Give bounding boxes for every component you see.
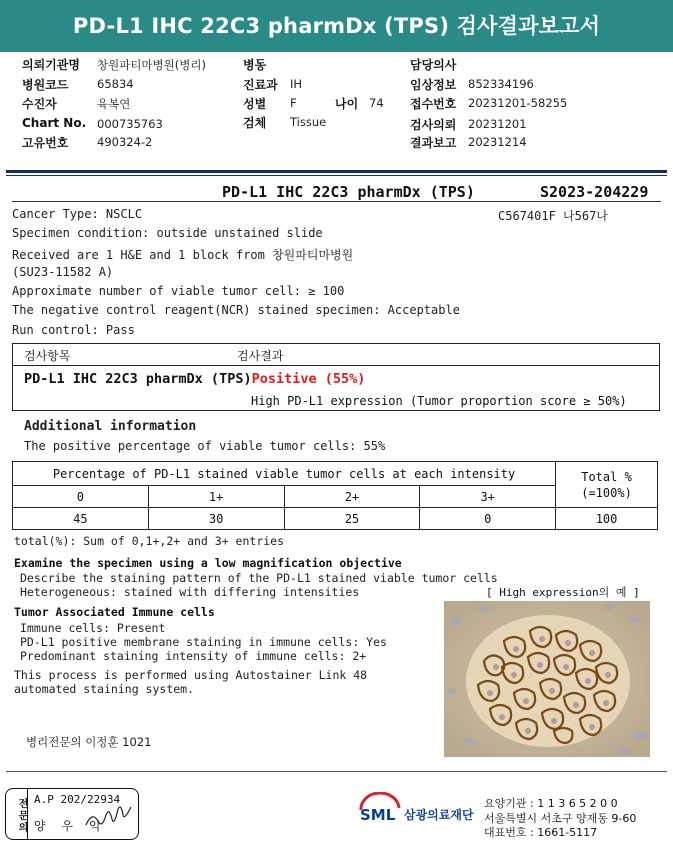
ihc-slide-image [444, 601, 650, 757]
report-test-title: PD-L1 IHC 22C3 pharmDx (TPS) [222, 183, 475, 201]
intensity-level-3: 3+ [420, 486, 556, 508]
intensity-value-3: 0 [420, 508, 556, 530]
intensity-table-header: Percentage of PD-L1 stained viable tumor cells at each intensity [13, 462, 556, 486]
total-header-line2: (=100%) [581, 485, 632, 500]
sml-logo-icon [357, 792, 403, 830]
signature-scribble-icon [84, 803, 134, 833]
organization-name: 삼광의료재단 [404, 808, 474, 822]
sex-label: 성별 [243, 97, 267, 111]
header-divider-thick [6, 170, 667, 173]
sml-logo-text: SML [360, 806, 396, 824]
additional-info-text: The positive percentage of viable tumor cells: 55% [24, 439, 386, 453]
sex-value: F [290, 96, 297, 110]
test-result-header: 검사결과 [237, 349, 284, 363]
organization-code: 요양기관 : 1 1 3 6 5 2 0 0 [484, 797, 618, 810]
low-mag-heading: Examine the specimen using a low magnification objective [14, 556, 402, 570]
clinical-info-label: 임상정보 [410, 78, 457, 92]
table-footnote: total(%): Sum of 0,1+,2+ and 3+ entries [14, 534, 285, 548]
report-title-bar [0, 0, 673, 52]
intensity-value-1: 30 [148, 508, 284, 530]
code-reference: C567401F 나567나 [498, 209, 608, 223]
sml-logo [357, 792, 403, 833]
signature-label: 전문의 [6, 789, 28, 839]
organization-phone: 대표번호 : 1661-5117 [484, 826, 598, 839]
result-positive-value: Positive (55%) [251, 371, 366, 387]
intensity-level-2: 2+ [284, 486, 420, 508]
request-date-label: 검사의뢰 [410, 118, 457, 132]
immune-line1: Immune cells: Present [20, 621, 166, 635]
patient-label: 수진자 [22, 97, 57, 111]
request-date-value: 20231201 [468, 117, 527, 131]
immune-line3: Predominant staining intensity of immune cells: 2+ [20, 649, 367, 663]
immune-heading: Tumor Associated Immune cells [14, 605, 215, 619]
cancer-type: Cancer Type: NSCLC [12, 207, 143, 221]
page-title: PD-L1 IHC 22C3 pharmDx (TPS) 검사결과보고서 [72, 14, 601, 38]
signature-box [5, 788, 139, 840]
report-date-value: 20231214 [468, 135, 527, 149]
received-info: Received are 1 H&E and 1 block from 창원파티마병원 [12, 248, 354, 262]
specimen-label: 검체 [243, 116, 267, 130]
ward-label: 병동 [243, 58, 267, 72]
result-main [24, 371, 365, 387]
specimen-condition: Specimen condition: outside unstained slide [12, 226, 323, 240]
intensity-level-0: 0 [13, 486, 149, 508]
received-reference: (SU23-11582 A) [12, 265, 114, 279]
clinical-info-value: 852334196 [468, 77, 534, 91]
unique-no-label: 고유번호 [22, 136, 69, 150]
total-header-line1: Total % [581, 469, 632, 484]
report-date-label: 결과보고 [410, 136, 457, 150]
unique-no-value: 490324-2 [97, 135, 153, 149]
process-line2: automated staining system. [14, 682, 195, 696]
intensity-level-1: 1+ [148, 486, 284, 508]
age-label: 나이 [335, 97, 359, 111]
organization-address: 서울특별시 서초구 양재동 9-60 [484, 812, 637, 825]
pathologist: 병리전문의 이정훈 1021 [26, 735, 152, 749]
result-expression: High PD-L1 expression (Tumor proportion score ≥ 50%) [251, 394, 627, 408]
report-title-underline [12, 201, 661, 202]
hospital-code-label: 병원코드 [22, 78, 69, 92]
hospital-code-value: 65834 [97, 77, 134, 91]
signature-name: 양 우 익 [34, 819, 107, 833]
process-line1: This process is performed using Autostainer Link 48 [14, 668, 368, 682]
viable-tumor-cells: Approximate number of viable tumor cell: ≥ 100 [12, 284, 345, 298]
result-test-item: PD-L1 IHC 22C3 pharmDx (TPS) [24, 371, 252, 387]
result-header-divider [13, 365, 659, 366]
intensity-table [12, 461, 658, 530]
department-value: IH [290, 77, 303, 91]
age-value: 74 [369, 96, 384, 110]
receipt-no-value: 20231201-58255 [468, 96, 568, 110]
signature-code: A.P 202/22934 [34, 793, 121, 806]
run-control: Run control: Pass [12, 323, 135, 337]
report-number: S2023-204229 [540, 183, 649, 201]
intensity-value-0: 45 [13, 508, 149, 530]
test-item-header: 검사항목 [24, 349, 71, 363]
total-header [556, 462, 658, 508]
intensity-total: 100 [556, 508, 658, 530]
footer-divider [6, 771, 667, 772]
hospital-label: 의뢰기관명 [22, 58, 80, 72]
specimen-value: Tissue [290, 115, 327, 129]
chart-no-value: 000735763 [97, 117, 163, 131]
low-mag-line2: Heterogeneous: stained with differing intensities [20, 585, 360, 599]
additional-info-heading: Additional information [24, 419, 197, 434]
receipt-no-label: 접수번호 [410, 97, 457, 111]
patient-value: 육복연 [97, 97, 131, 111]
doctor-label: 담당의사 [410, 58, 457, 72]
header-divider-thin [6, 175, 667, 176]
low-mag-line1: Describe the staining pattern of the PD-L1 stained viable tumor cells [20, 571, 498, 585]
negative-control: The negative control reagent(NCR) stained specimen: Acceptable [12, 303, 460, 317]
immune-line2: PD-L1 positive membrane staining in immune cells: Yes [20, 635, 387, 649]
chart-no-label: Chart No. [22, 116, 87, 130]
intensity-value-2: 25 [284, 508, 420, 530]
result-box [12, 343, 660, 411]
hospital-value: 창원파티마병원(병리) [97, 58, 206, 72]
department-label: 진료과 [243, 78, 278, 92]
slide-caption: [ High expression의 예 ] [486, 586, 640, 599]
